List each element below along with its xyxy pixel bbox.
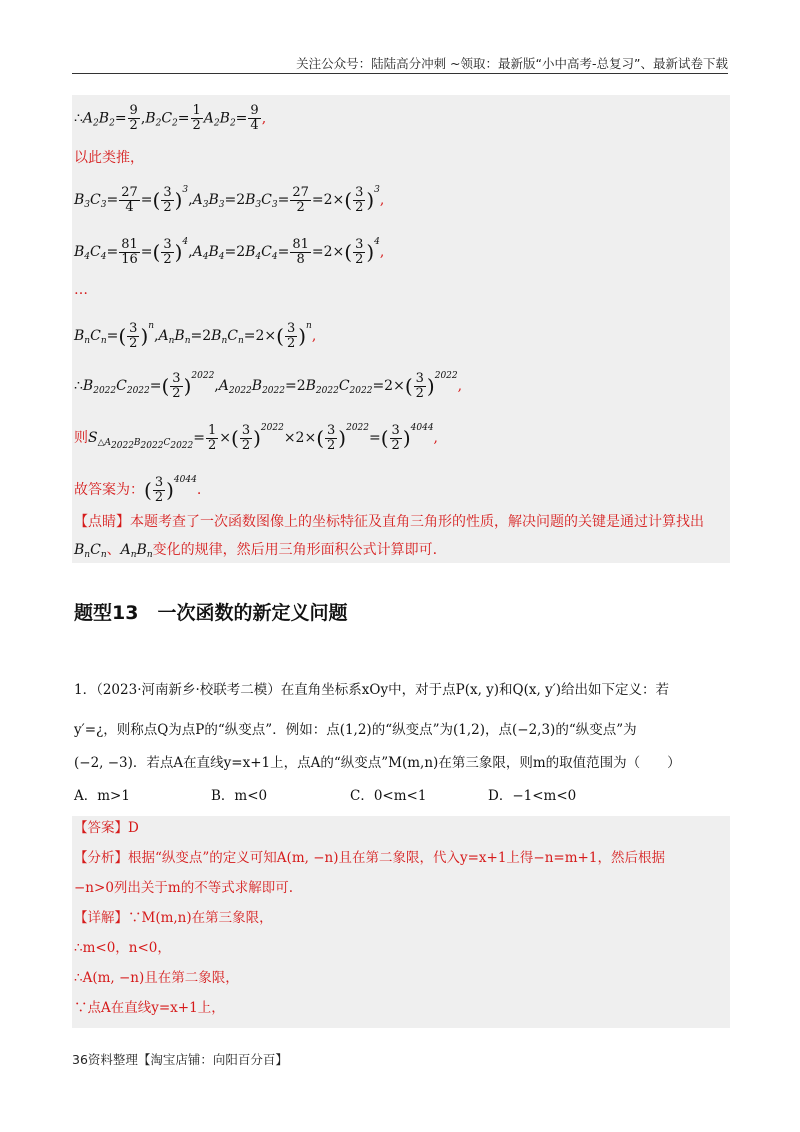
question-line-1: 1．（2023·河南新乡·校联考二模）在直角坐标系xOy中，对于点P(x, y)和Q(x, y′)给出如下定义：若	[74, 682, 670, 698]
solution-line-7: $\therefore B_{2022}C_{2022}=$( $\frac{3}{2}$ )$^{2022},A_{2022}B_{2022}=2B_{2022}C_{2022}=2\times$( $\frac{3}{2}$ )$^{2022}$,	[74, 370, 463, 401]
solution-line-1: $\therefore A_2B_2=$ $\frac{9}{2}$ $,B_2C_2=$ $\frac{1}{2}$ $A_2B_2=$ $\frac{9}{4}$ ,	[74, 103, 267, 133]
analysis-line-2: −n>0列出关于m的不等式求解即可.	[74, 880, 293, 896]
header-rule	[72, 73, 728, 74]
option-c: C．0<m<1	[350, 788, 427, 804]
comment-line-2: $B_nC_n$、$A_nB_n$变化的规律，然后用三角形面积公式计算即可.	[74, 542, 438, 560]
section-title: 题型13 一次函数的新定义问题	[74, 602, 348, 624]
detail-line-4: ∵点A在直线y=x+1上，	[74, 1000, 225, 1016]
solution-line-5: …	[74, 282, 88, 298]
comment-line-1: 【点睛】本题考查了一次函数图像上的坐标特征及直角三角形的性质，解决问题的关键是通过计算找出	[74, 514, 704, 530]
question-line-3: (−2, −3)．若点A在直线y=x+1上，点A的“纵变点”M(m,n)在第三象限，则m的取值范围为（ ）	[74, 755, 681, 771]
option-a: A．m>1	[74, 788, 130, 804]
option-d: D．−1<m<0	[488, 788, 577, 804]
solution-line-6: $B_nC_n=$( $\frac{3}{2}$ )$^n,A_nB_n=2B_nC_n=2\times$( $\frac{3}{2}$ )$^n$,	[74, 320, 317, 351]
solution-line-3: $B_3C_3=$ $\frac{27}{4}$ =( $\frac{3}{2}$ )$^3,A_3B_3=2B_3C_3=$ $\frac{27}{2}$ =2×( $\frac{3}{2}$ )$^3$,	[74, 184, 385, 215]
solution-answer-line: 故答案为：( $\frac{3}{2}$ )$^{4044}$.	[74, 474, 202, 505]
answer-line: 【答案】D	[74, 820, 139, 836]
question-line-2: y′=¿，则称点Q为点P的“纵变点”．例如：点(1,2)的“纵变点”为(1,2)，点(−2,3)的“纵变点”为	[74, 722, 637, 738]
analysis-line-1: 【分析】根据“纵变点”的定义可知A(m, −n)且在第二象限，代入y=x+1上得−n=m+1，然后根据	[74, 850, 665, 866]
detail-line-1: 【详解】∵M(m,n)在第三象限，	[74, 910, 273, 926]
detail-line-3: ∴A(m, −n)且在第二象限，	[74, 970, 239, 986]
option-b: B．m<0	[211, 788, 268, 804]
solution-line-8: 则$S_{\triangle A_{2022}B_{2022}C_{2022}}=$ $\frac{1}{2}$ ×( $\frac{3}{2}$ )$^{2022}$×2×( $\frac{3}{2}$ )$^{2022}$=( $\frac{3}{2}$ )$^{4044}$,	[74, 422, 438, 453]
page-number: 36	[72, 1052, 88, 1067]
solution-line-2: 以此类推，	[74, 150, 144, 166]
page-header: 关注公众号：陆陆高分冲刺 ~领取：最新版“小中高考-总复习”、最新试卷下载	[296, 56, 728, 71]
detail-line-2: ∴m<0，n<0，	[74, 940, 171, 956]
page-footer: 36资料整理【淘宝店铺：向阳百分百】	[72, 1052, 288, 1067]
solution-line-4: $B_4C_4=$ $\frac{81}{16}$ =( $\frac{3}{2}$ )$^4,A_4B_4=2B_4C_4=$ $\frac{81}{8}$ =2×( $\frac{3}{2}$ )$^4$,	[74, 236, 385, 267]
